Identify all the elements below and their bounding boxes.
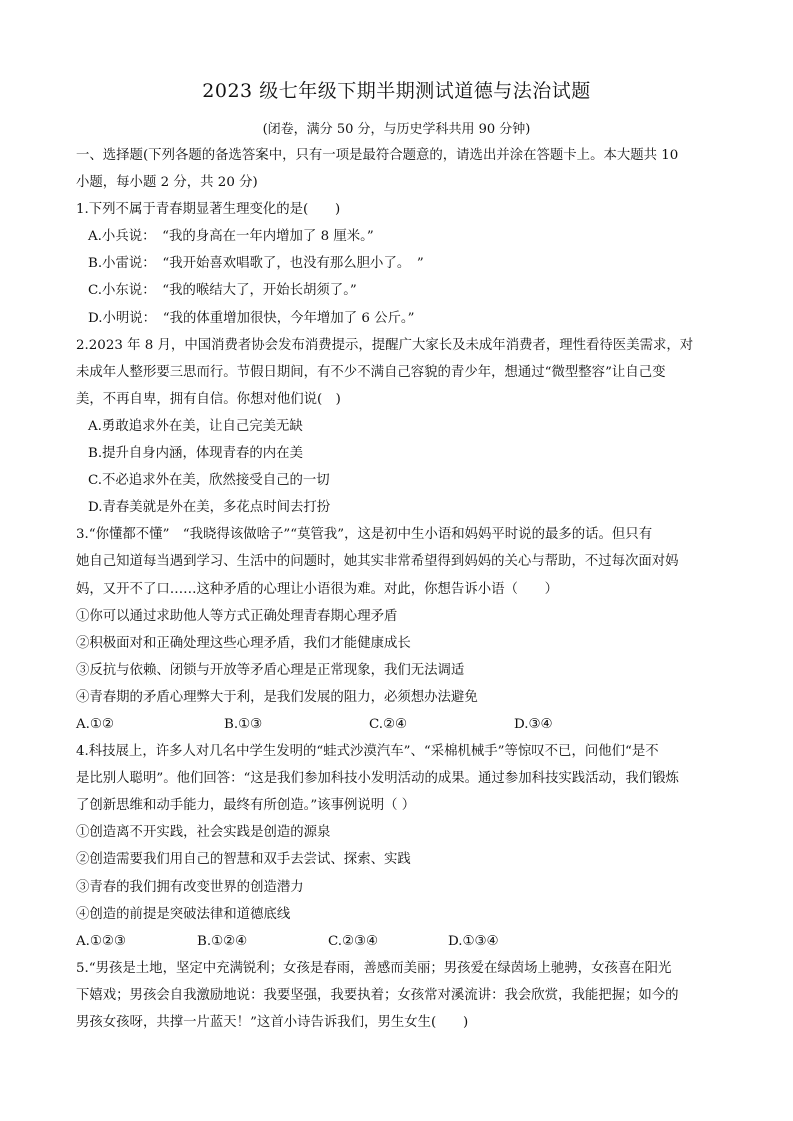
numbered-statement: ②积极面对和正确处理这些心理矛盾，我们才能健康成长: [76, 635, 411, 651]
answer-option: C.不必追求外在美，欣然接受自己的一切: [88, 473, 330, 489]
section-instructions: 一、选择题(下列各题的备选答案中，只有一项是最符合题意的，请选出并涂在答题卡上。本大题共 10: [76, 148, 679, 163]
question-stem: 4.科技展上，许多人对几名中学生发明的“蛙式沙漠汽车”、“采棉机械手”等惊叹不已，问他们“是不: [76, 744, 659, 760]
exam-content: [76, 142, 724, 1036]
question-stem: 未成年人整形要三思而行。节假日期间，有不少不满自己容貌的青少年，想通过“微型整容”让自己变: [76, 364, 666, 380]
numbered-statement: ③反抗与依赖、闭锁与开放等矛盾心理是正常现象，我们无法调适: [76, 662, 465, 678]
answer-choice: B.①②④: [197, 933, 248, 949]
question-stem: 了创新思维和动手能力，最终有所创造。”该事例说明（ ）: [76, 798, 416, 814]
question-stem: 1.下列不属于青春期显著生理变化的是( ): [76, 202, 341, 218]
page-subtitle: (闭卷，满分 50 分，与历史学科共用 90 分钟): [262, 122, 531, 137]
numbered-statement: ①你可以通过求助他人等方式正确处理青春期心理矛盾: [76, 608, 398, 624]
question-stem: 她自己知道每当遇到学习、生活中的问题时，她其实非常希望得到妈妈的关心与帮助，不过每次面对妈: [76, 554, 679, 570]
numbered-statement: ④青春期的矛盾心理弊大于利，是我们发展的阻力，必须想办法避免: [76, 689, 478, 705]
question-stem: 男孩女孩呀，共撑一片蓝天！”这首小诗告诉我们，男生女生( ): [76, 1015, 469, 1030]
question-stem: 是比别人聪明”。他们回答：“这是我们参加科技小发明活动的成果。通过参加科技实践活动，我们锻炼: [76, 771, 679, 787]
answer-choice: D.③④: [514, 716, 553, 732]
answer-choice: C.②③④: [328, 933, 379, 949]
question-stem: 妈，又开不了口……这种矛盾的心理让小语很为难。对此，你想告诉小语（ ）: [76, 581, 559, 597]
question-stem: 5.“男孩是土地，坚定中充满锐利；女孩是春雨，善感而美丽；男孩爱在绿茵场上驰骋，女孩喜在阳光: [76, 960, 672, 976]
question-stem: 3.“你懂都不懂” “我晓得该做啥子”“莫管我”，这是初中生小语和妈妈平时说的最多的话。但只有: [76, 527, 653, 543]
section-instructions: 小题，每小题 2 分，共 20 分): [76, 175, 258, 191]
numbered-statement: ③青春的我们拥有改变世界的创造潜力: [76, 879, 304, 895]
answer-option: A.小兵说： “我的身高在一年内增加了 8 厘米。”: [88, 229, 374, 245]
question-stem: 美，不再自卑，拥有自信。你想对他们说( ): [76, 391, 341, 407]
answer-choice: D.①③④: [448, 933, 499, 949]
answer-option: B.小雷说： “我开始喜欢唱歌了，也没有那么胆小了。 ”: [88, 256, 424, 272]
answer-option: A.勇敢追求外在美，让自己完美无缺: [88, 418, 303, 434]
answer-choice: B.①③: [224, 716, 263, 732]
question-stem: 下嬉戏；男孩会自我激励地说：我要坚强，我要执着；女孩常对溪流讲：我会欣赏，我能把握；如今的: [76, 987, 679, 1003]
answer-choices-row: [76, 928, 724, 955]
numbered-statement: ④创造的前提是突破法律和道德底线: [76, 906, 291, 922]
answer-choices-row: [76, 711, 724, 738]
question-stem: 2.2023 年 8 月，中国消费者协会发布消费提示，提醒广大家长及未成年消费者，理性看待医美需求，对: [76, 337, 694, 353]
answer-choice: A.①②③: [76, 933, 126, 949]
answer-option: B.提升自身内涵，体现青春的内在美: [88, 446, 303, 462]
answer-option: D.青春美就是外在美，多花点时间去打扮: [88, 500, 331, 516]
answer-option: C.小东说： “我的喉结大了，开始长胡须了。”: [88, 283, 357, 299]
numbered-statement: ②创造需要我们用自己的智慧和双手去尝试、探索、实践: [76, 852, 411, 868]
answer-choice: C.②④: [369, 716, 408, 732]
numbered-statement: ①创造离不开实践，社会实践是创造的源泉: [76, 825, 331, 841]
answer-option: D.小明说： “我的体重增加很快，今年增加了 6 公斤。”: [88, 310, 415, 326]
answer-choice: A.①②: [76, 716, 114, 732]
page-title: 2023 级七年级下期半期测试道德与法治试题: [202, 80, 591, 102]
